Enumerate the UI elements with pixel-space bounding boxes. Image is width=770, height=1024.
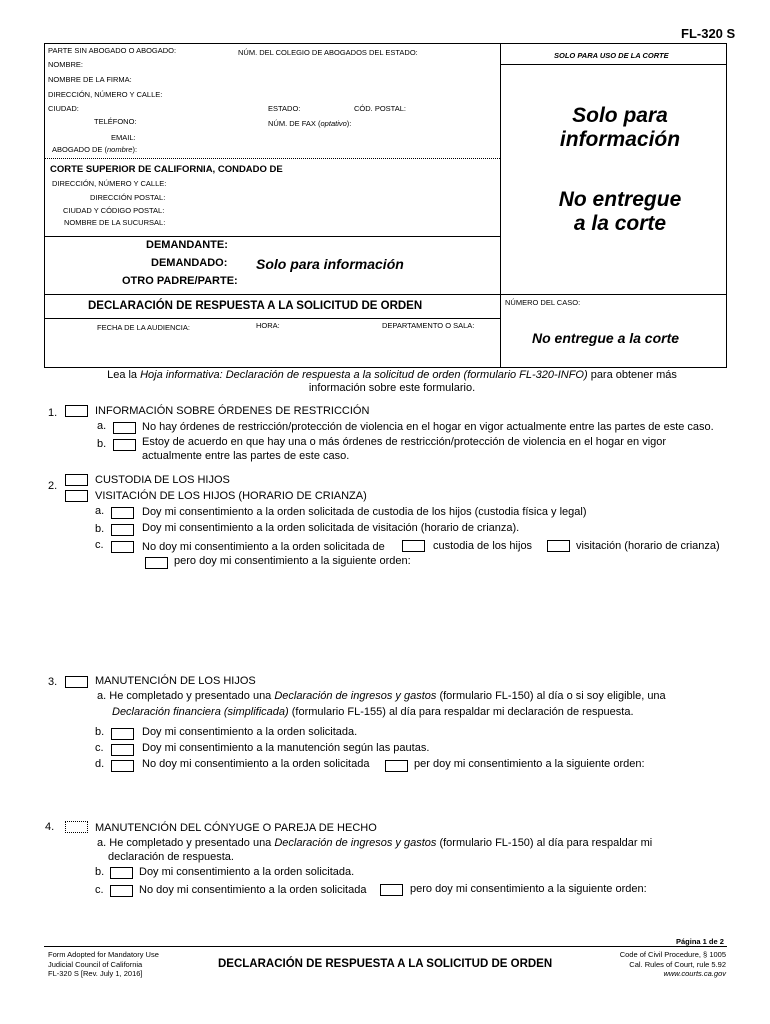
s4-number: 4. (45, 821, 55, 833)
s2a-checkbox[interactable] (111, 507, 134, 519)
footer-title: DECLARACIÓN DE RESPUESTA A LA SOLICITUD DE ORDEN (218, 958, 553, 970)
title-divider (44, 318, 500, 319)
s3a-text-1: a. He completado y presentado una Declaración de ingresos y gastos (formulario FL-150) al día o si soy eligible, una (97, 690, 666, 702)
s2b-letter: b. (95, 523, 105, 535)
s2c-text-1: No doy mi consentimiento a la orden solicitada de (142, 541, 385, 553)
s2c-alt-order-checkbox[interactable] (145, 557, 168, 569)
court-branch-label: NOMBRE DE LA SUCURSAL: (64, 218, 166, 227)
department-label: DEPARTAMENTO O SALA: (382, 321, 475, 330)
s4b-letter: b. (95, 866, 105, 878)
firm-label: NOMBRE DE LA FIRMA: (48, 75, 132, 84)
page-number: Página 1 de 2 (676, 937, 724, 946)
s2c-custody-checkbox[interactable] (402, 540, 425, 552)
party-label: PARTE SIN ABOGADO O ABOGADO: (48, 46, 177, 55)
form-id: FL-320 S (681, 26, 736, 41)
header-bottom-border (44, 367, 727, 368)
s2-number: 2. (48, 480, 58, 492)
header-top-border (44, 43, 727, 44)
s2c-letter: c. (95, 539, 104, 551)
s1a-letter: a. (97, 420, 107, 432)
s2b-text: Doy mi consentimiento a la orden solicitada de visitación (horario de crianza). (142, 522, 520, 534)
s3-title: MANUTENCIÓN DE LOS HIJOS (95, 675, 256, 687)
do-not-file-stamp: No entregue a la corte (558, 188, 682, 235)
bar-number-label: NÚM. DEL COLEGIO DE ABOGADOS DEL ESTADO: (238, 48, 418, 57)
case-number-stamp: No entregue a la corte (532, 330, 680, 346)
s3d-checkbox[interactable] (111, 760, 134, 772)
respondent-label: DEMANDADO: (151, 257, 228, 269)
s2c-visitation-checkbox[interactable] (547, 540, 570, 552)
info-only-stamp: Solo para información (559, 104, 681, 151)
s1-title: INFORMACIÓN SOBRE ÓRDENES DE RESTRICCIÓN (95, 405, 370, 417)
s3c-checkbox[interactable] (111, 744, 134, 756)
s3d-text-2: per doy mi consentimiento a la siguiente orden: (414, 758, 645, 770)
intro-line-1: Lea la Hoja informativa: Declaración de respuesta a la solicitud de orden (formulario FL-320-INFO) para obtener más (107, 369, 677, 381)
attorney-divider (44, 158, 500, 159)
s2-visitation-checkbox[interactable] (65, 490, 88, 502)
name-label: NOMBRE: (48, 60, 84, 69)
s3b-letter: b. (95, 726, 105, 738)
s4-checkbox[interactable] (65, 821, 88, 833)
court-use-underline (500, 64, 726, 65)
s4c-checkbox[interactable] (110, 885, 133, 897)
s2-custody-checkbox[interactable] (65, 474, 88, 486)
s4a-text-1: a. He completado y presentado una Declaración de ingresos y gastos (formulario FL-150) al día para respaldar mi (97, 837, 653, 849)
court-divider (44, 236, 500, 237)
form-title: DECLARACIÓN DE RESPUESTA A LA SOLICITUD DE ORDEN (88, 300, 423, 312)
footer-code: Code of Civil Procedure, § 1005 Cal. Rules of Court, rule 5.92 www.courts.ca.gov (619, 950, 726, 978)
header-right-border (726, 43, 727, 367)
court-cityzip-label: CIUDAD Y CÓDIGO POSTAL: (63, 206, 165, 215)
s2c-custody-text: custodia de los hijos (433, 540, 533, 552)
court-use-divider (500, 43, 501, 367)
s1b-letter: b. (97, 438, 107, 450)
s2c-visitation-text: visitación (horario de crianza) (576, 540, 720, 552)
s4c-alt-order-checkbox[interactable] (380, 884, 403, 896)
s3a-text-2: Declaración financiera (simplificada) (formulario FL-155) al día para respaldar mi declaración de respuesta. (112, 706, 634, 718)
s4b-text: Doy mi consentimiento a la orden solicitada. (139, 866, 355, 878)
s1a-checkbox[interactable] (113, 422, 136, 434)
case-number-label: NÚMERO DEL CASO: (505, 298, 581, 307)
s1a-text: No hay órdenes de restricción/protección de violencia en el hogar en vigor actualmente entre las partes de este caso. (142, 421, 714, 433)
s4c-text-2: pero doy mi consentimiento a la siguiente orden: (410, 883, 647, 895)
footer-adopted: Form Adopted for Mandatory Use Judicial Council of California FL-320 S [Rev. July 1, 2016] (48, 950, 159, 978)
hearing-time-label: HORA: (256, 321, 280, 330)
s2c-text-2: pero doy mi consentimiento a la siguiente orden: (174, 555, 411, 567)
s2-title-custody: CUSTODIA DE LOS HIJOS (95, 474, 230, 486)
s1b-text-1: Estoy de acuerdo en que hay una o más órdenes de restricción/protección de violencia en el hogar en vigor (142, 436, 667, 448)
court-use-label: SOLO PARA USO DE LA CORTE (554, 51, 669, 60)
s1b-checkbox[interactable] (113, 439, 136, 451)
footer-rule (44, 946, 727, 947)
s4-title: MANUTENCIÓN DEL CÓNYUGE O PAREJA DE HECHO (95, 822, 377, 834)
court-street-label: DIRECCIÓN, NÚMERO Y CALLE: (52, 179, 167, 188)
s2a-letter: a. (95, 505, 105, 517)
court-mailing-label: DIRECCIÓN POSTAL: (90, 193, 166, 202)
s3b-text: Doy mi consentimiento a la orden solicitada. (142, 726, 358, 738)
s4b-checkbox[interactable] (110, 867, 133, 879)
s3d-letter: d. (95, 758, 105, 770)
state-label: ESTADO: (268, 104, 301, 113)
address-label: DIRECCIÓN, NÚMERO Y CALLE: (48, 90, 163, 99)
s2a-text: Doy mi consentimiento a la orden solicitada de custodia de los hijos (custodia física y legal) (142, 506, 587, 518)
attorney-for-label: ABOGADO DE (nombre): (52, 145, 138, 154)
fax-label: NÚM. DE FAX (optativo): (268, 119, 352, 128)
s2b-checkbox[interactable] (111, 524, 134, 536)
s2c-checkbox[interactable] (111, 541, 134, 553)
parties-info-stamp: Solo para información (256, 256, 404, 272)
parties-divider (44, 294, 726, 295)
hearing-date-label: FECHA DE LA AUDIENCIA: (97, 323, 190, 332)
s3c-letter: c. (95, 742, 104, 754)
phone-label: TELÉFONO: (94, 117, 137, 126)
s4c-letter: c. (95, 884, 104, 896)
intro-line-2: información sobre este formulario. (308, 382, 476, 394)
s4c-text-1: No doy mi consentimiento a la orden solicitada (139, 884, 367, 896)
city-label: CIUDAD: (48, 104, 79, 113)
court-title: CORTE SUPERIOR DE CALIFORNIA, CONDADO DE (50, 164, 283, 175)
s3b-checkbox[interactable] (111, 728, 134, 740)
petitioner-label: DEMANDANTE: (146, 239, 228, 251)
zip-label: CÓD. POSTAL: (354, 104, 406, 113)
s3d-text-1: No doy mi consentimiento a la orden solicitada (142, 758, 370, 770)
s4a-text-2: declaración de respuesta. (108, 851, 234, 863)
email-label: EMAIL: (111, 133, 136, 142)
s2-title-visitation: VISITACIÓN DE LOS HIJOS (HORARIO DE CRIANZA) (95, 490, 367, 502)
s1-checkbox[interactable] (65, 405, 88, 417)
s1-number: 1. (48, 407, 58, 419)
s1b-text-2: actualmente entre las partes de este caso. (142, 450, 350, 462)
s3c-text: Doy mi consentimiento a la manutención según las pautas. (142, 742, 430, 754)
s3-number: 3. (48, 676, 58, 688)
s3d-alt-order-checkbox[interactable] (385, 760, 408, 772)
s3-checkbox[interactable] (65, 676, 88, 688)
other-parent-label: OTRO PADRE/PARTE: (122, 275, 238, 287)
